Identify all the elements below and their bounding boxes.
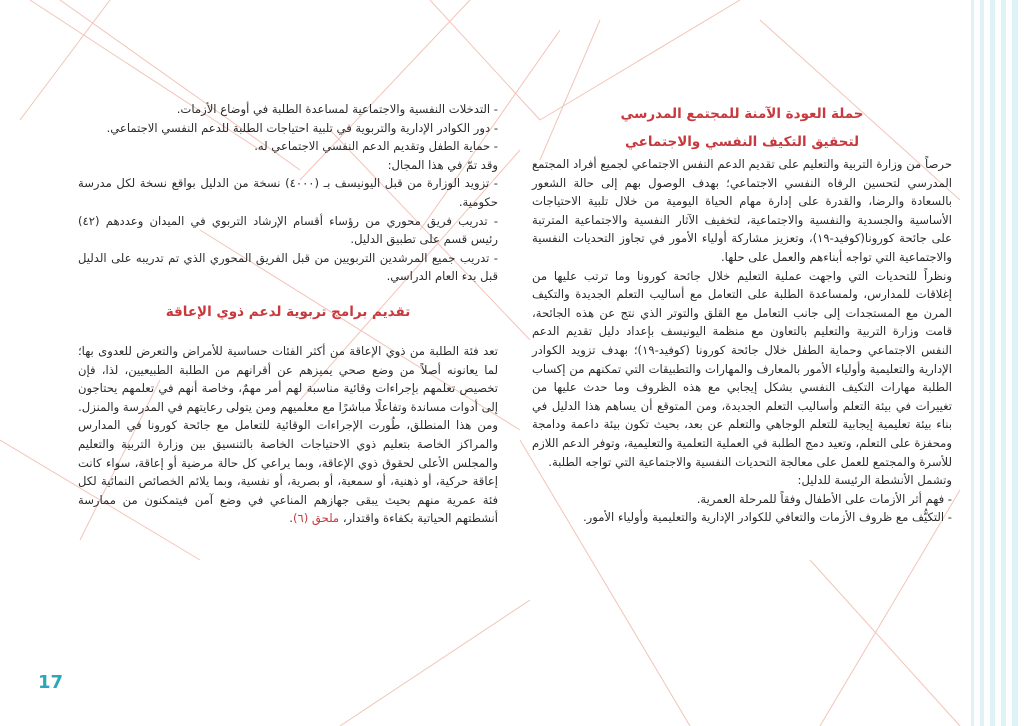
paragraph-end: . [289,511,293,526]
disability-section-title: تقديم برامج تربوية لدعم ذوي الإعاقة [165,303,411,320]
left-column [78,100,498,528]
achievements-intro: وقد تمّ في هذا المجال: [387,157,498,172]
campaign-title: حملة العودة الآمنة للمجتمع المدرسي [620,106,864,122]
right-column [532,100,952,527]
annex-reference-link[interactable]: ملحق (٦) [292,511,340,526]
page-number: 17 [38,672,64,693]
list-item: - تدريب جميع المرشدين التربويين من قبل الفريق المحوري الذي تم تدريبه على الدليل قبل بدء العام الدراسي. [78,250,498,284]
campaign-subtitle: لتحقيق التكيف النفسي والاجتماعي [624,134,860,150]
disability-paragraph-1: تعد فئة الطلبة من ذوي الإعاقة من أكثر الفئات حساسية للأمراض والتعرض للعدوى بها؛ لما يعانونه أصلاً من وضع صحي يميزهم عن أقرانهم من الطلبة الطبيعيين، لذا، فإن تخصيص تعلمهم بإجراءات وقائية مناسبة لهم أمر مهمٌ، وخاصة أنهم في تعلمهم يحتاجون إلى أدوات مساندة وتفاعلًا مباشرًا مع معلميهم ومن يتولى رعايتهم في المدرسة والمنزل. [78,343,498,414]
disability-paragraph-2 [78,416,498,528]
intro-paragraph: حرصاً من وزارة التربية والتعليم على تقديم الدعم النفس الاجتماعي لجميع أفراد المجتمع المدرسي لتحسين الرفاه النفسي الاجتماعي؛ بهدف الوصول بهم إلى حالة الشعور بالسعادة والرضا، والقدرة على إدارة مهام الحياة اليومية من خلال تلبية الاحتياجات الأساسية والجسدية والنفسية والاجتماعية، لتخفيف الآثار النفسية والاجتماعية المترتبة على جائحة كورونا(كوفيد-١٩)، وتعزيز مشاركة أولياء الأمور في تجاوز التحديات النفسية والاجتماعية التي تواجه أبناءهم والعمل على حلها. [532,157,952,264]
list-item: - فهم أثر الأزمات على الأطفال وفقاً للمرحلة العمرية. [696,491,952,506]
guide-paragraph: ونظراً للتحديات التي واجهت عملية التعليم خلال جائحة كورونا وما ترتب عليها من إغلاقات للمدارس، ولمساعدة الطلبة على التعامل مع أساليب التعلم الجديدة والتكيف المرن مع المستجدات إلى جانب التعامل مع القلق والتوتر الذي نتج عن هذه الجائحة، قامت وزارة التربية والتعليم بالتعاون مع منظمة اليونيسف بإعداد دليل تقديم الدعم النفس الاجتماعي وحماية الطفل خلال جائحة كورونا (كوفيد-١٩)؛ بهدف تزويد الكوادر الإدارية والتعليمية وأولياء الأمور بالمعارف والمهارات والتطبيقات التي تمكنهم من إكساب الطلبة مهارات التكيف النفسي بشكل إيجابي مع هذه الظروف وما حدث عليها من تغييرات في بيئة التعلم وأساليب التعلم الجديدة، ومن المتوقع أن يساهم هذا الدليل في بناء بيئة تعليمية إيجابية للتعلم الوجاهي والتعلم عن بعد، بحيث تكون بيئة داعمة ودامجة ومحفزة على التعلم، وتعيد دمج الطلبة في العملية التعلمية والتعليمية، وتوفر الدعم اللازم للأسرة والمجتمع للعمل على معالجة التحديات النفسية والاجتماعية التي تواجه الطلبة. [532,268,952,469]
list-item: - التكيُّف مع ظروف الأزمات والتعافي للكوادر الإدارية والتعليمية وأولياء الأمور. [582,510,952,525]
list-item: - التدخلات النفسية والاجتماعية لمساعدة الطلبة في أوضاع الأزمات. [176,102,498,116]
disability-paragraph-2-text: ومن هذا المنطلق، طُورت الإجراءات الوقائية للتعامل مع جائحة كورونا في المدارس والمراكز الخاصة بتعليم ذوي الاحتياجات الخاصة بالتنسيق بين وزارة التربية والتعليم والمجلس الأعلى لحقوق ذوي الإعاقة، وبما يراعي كل حالة مرضية أو إعاقة، سواء كانت إعاقة حركية، أو ذهنية، أو سمعية، أو بصرية، أو نفسية، وبما يلائم الخصائص النمائية لكل فئة عمرية منهم بحيث يبقى جهازهم المناعي في وضع آمن فيتمكنون من ممارسة أنشطتهم الحياتية بكفاءة واقتدار، [78,418,498,526]
decorative-side-stripes [964,0,1024,726]
list-item: - تدريب فريق محوري من رؤساء أقسام الإرشاد التربوي في الميدان وعددهم (٤٢) رئيس قسم على تطبيق الدليل. [78,213,498,247]
list-item: - تزويد الوزارة من قبل اليونيسف بـ (٤٠٠٠) نسخة من الدليل بواقع نسخة لكل مدرسة حكومية. [78,176,498,209]
list-item: - دور الكوادر الإدارية والتربوية في تلبية احتياجات الطلبة للدعم النفسي الاجتماعي. [106,120,498,135]
list-item: - حماية الطفل وتقديم الدعم النفسي الاجتماعي له. [254,139,498,154]
activities-intro: وتشمل الأنشطة الرئيسة للدليل: [797,473,952,488]
